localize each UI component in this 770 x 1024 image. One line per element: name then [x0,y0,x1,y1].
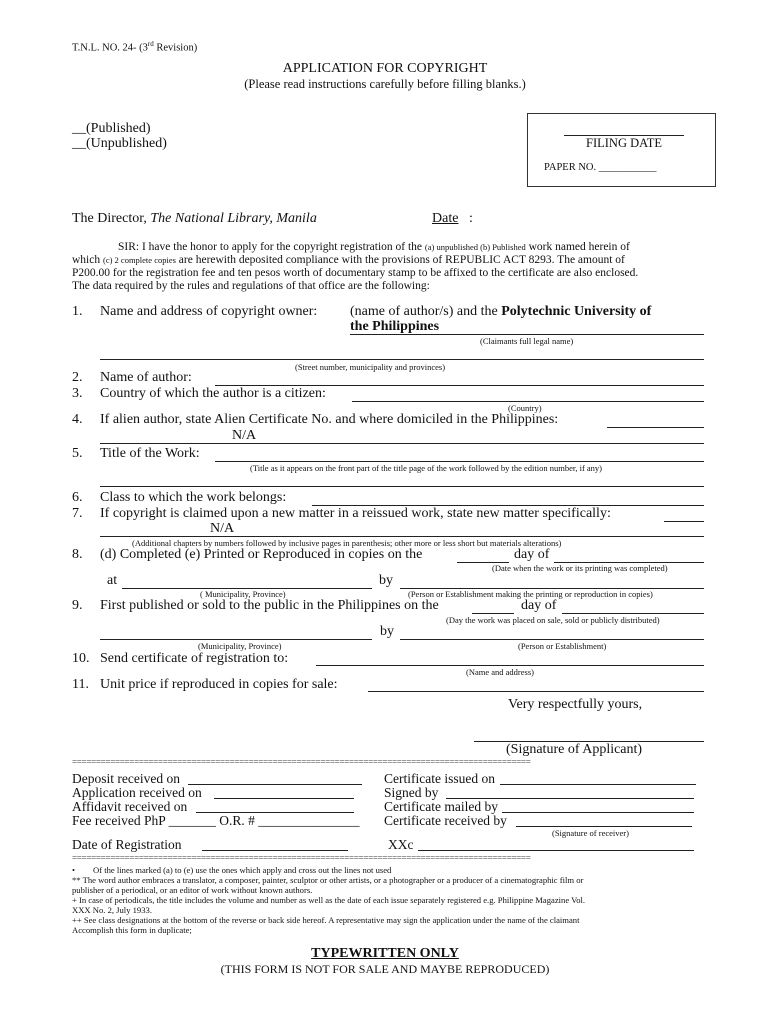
owner-caption: (Claimants full legal name) [480,336,574,346]
alien-label: If alien author, state Alien Certificate No. and where domiciled in the Philippines: [100,412,559,427]
published-by: by [380,624,394,639]
citizen-label: Country of which the author is a citizen: [100,386,326,401]
send-cert-caption: (Name and address) [466,667,534,677]
item-number: 3. [72,386,83,401]
alien-value[interactable]: N/A [232,428,257,443]
item-number: 4. [72,412,83,427]
author-label: Name of author: [100,370,192,385]
country-caption: (Country) [508,403,542,413]
published-month-line[interactable] [562,613,704,614]
form-subtitle: (Please read instructions carefully before filling blanks.) [244,77,526,91]
owner-value-2[interactable]: the Philippines [350,319,440,334]
class-label: Class to which the work belongs: [100,490,287,505]
date-reg-line[interactable] [202,850,348,851]
item-number: 9. [72,598,83,613]
item-number: 5. [72,446,83,461]
form-title: APPLICATION FOR COPYRIGHT [282,61,488,76]
typewritten-note: TYPEWRITTEN ONLY [311,946,459,961]
separator-bottom: ================================================================================================ [72,853,531,863]
published-option[interactable]: __(Published) [72,121,151,136]
separator-top: ================================================================================================ [72,757,531,767]
cert-issued-line[interactable] [500,784,696,785]
item-number: 7. [72,506,83,521]
form-number: T.N.L. NO. 24- (3rd Revision) [72,40,198,54]
footnotes: • Of the lines marked (a) to (e) use the ones which apply and cross out the lines not used ** The word author embraces a translator, a composer, painter, sculptor or other artists, or a photographer or a producer of a cinematographic film or publisher of a periodical, or an editor of work without known authors. + In case of periodicals, the title includes the volume and number as well as the date of each issue separately registered e.g. Philippine Magazine Vol. XXX No. 2, July 1933. ++ See class designations at the bottom of the reverse or back side hereof. A representative may sign the application under the name of the claimant Accomplish this form in duplicate; [72,865,586,935]
addressee: The Director, The National Library, Manila [72,211,317,226]
item-number: 6. [72,490,83,505]
published-muni-caption: (Municipality, Province) [198,641,282,651]
unit-price-line[interactable] [368,691,704,692]
item-number: 1. [72,304,83,319]
date-reg-label: Date of Registration [72,837,182,852]
published-person-line[interactable] [400,639,704,640]
published-caption: (Day the work was placed on sale, sold or publicly distributed) [446,615,660,625]
title-caption: (Title as it appears on the front part of the title page of the work followed by the edition number, if any) [250,463,603,473]
item-number: 10. [72,651,90,666]
item-number: 2. [72,370,83,385]
filing-box [527,113,716,187]
item-number: 11. [72,677,89,692]
street-caption: (Street number, municipality and provinces) [295,362,446,372]
citizen-line[interactable] [352,401,704,402]
completed-person-caption: (Person or Establishment making the printing or reproduction in copies) [408,589,653,599]
application-label: Application received on [72,785,202,800]
signature-caption: (Signature of Applicant) [506,742,643,757]
published-person-caption: (Person or Establishment) [518,641,607,651]
owner-label: Name and address of copyright owner: [100,304,318,319]
affidavit-label: Affidavit received on [72,799,188,814]
date-field[interactable]: Date : [432,211,473,226]
bullet-icon: • [72,865,76,875]
unpublished-option[interactable]: __(Unpublished) [72,136,167,151]
reissue-value[interactable]: N/A [210,521,235,536]
xxc-line[interactable] [418,850,694,851]
completed-by: by [379,573,393,588]
completed-caption: (Date when the work or its printing was completed) [492,563,668,573]
send-cert-label: Send certificate of registration to: [100,651,289,666]
cert-received-line[interactable] [516,826,692,827]
completed-muni-caption: ( Municipality, Province) [200,589,286,599]
send-cert-line[interactable] [316,665,704,666]
fee-label[interactable]: Fee received PhP _______ O.R. # _______________ [72,813,360,828]
item-number: 8. [72,547,83,562]
published-place-line[interactable] [100,639,372,640]
unit-price-label: Unit price if reproduced in copies for sale: [100,677,338,692]
published-day-line[interactable] [472,613,514,614]
closing-text: Very respectfully yours, [508,697,643,712]
published-label: First published or sold to the public in the Philippines on the [100,598,439,613]
owner-value[interactable]: (name of author/s) and the Polytechnic University of [350,304,652,319]
completed-dayof: day of [514,547,550,562]
cert-received-label: Certificate received by [384,813,507,828]
title-line[interactable] [215,461,704,462]
paper-no-field[interactable]: PAPER NO. ___________ [544,162,657,173]
street-line[interactable] [100,359,704,360]
cert-mailed-label: Certificate mailed by [384,799,498,814]
cert-issued-label: Certificate issued on [384,771,495,786]
reissue-caption: (Additional chapters by numbers followed by inclusive pages in parenthesis; other more or less short but materials alterations) [132,538,562,548]
filing-date-label: FILING DATE [586,136,663,150]
cert-mailed-line[interactable] [502,812,694,813]
completed-at: at [107,573,118,588]
completed-label: (d) Completed (e) Printed or Reproduced in copies on the [100,547,423,562]
signed-by-label: Signed by [384,785,439,800]
deposit-line[interactable] [188,784,362,785]
published-dayof: day of [521,598,557,613]
xxc-label: XXc [388,837,414,852]
sig-receiver-caption: (Signature of receiver) [552,828,629,838]
intro-paragraph: SIR: I have the honor to apply for the copyright registration of the (a) unpublished (b) Published work named herein of which (c) 2 complete copies are herewith deposited compliance with the provisions of REPUBLIC ACT 8293. The amount of P200.00 for the registration fee and ten pesos worth of documentary stamp to be affixed to the certificate are also enclosed. The data required by the rules and regulations of that office are the following: [72,241,639,292]
title-label: Title of the Work: [100,446,200,461]
not-for-sale-note: (THIS FORM IS NOT FOR SALE AND MAYBE REPRODUCED) [220,962,550,976]
deposit-label: Deposit received on [72,771,180,786]
application-line[interactable] [214,798,354,799]
reissue-label: If copyright is claimed upon a new matter in a reissued work, state new matter specifically: [100,506,611,521]
